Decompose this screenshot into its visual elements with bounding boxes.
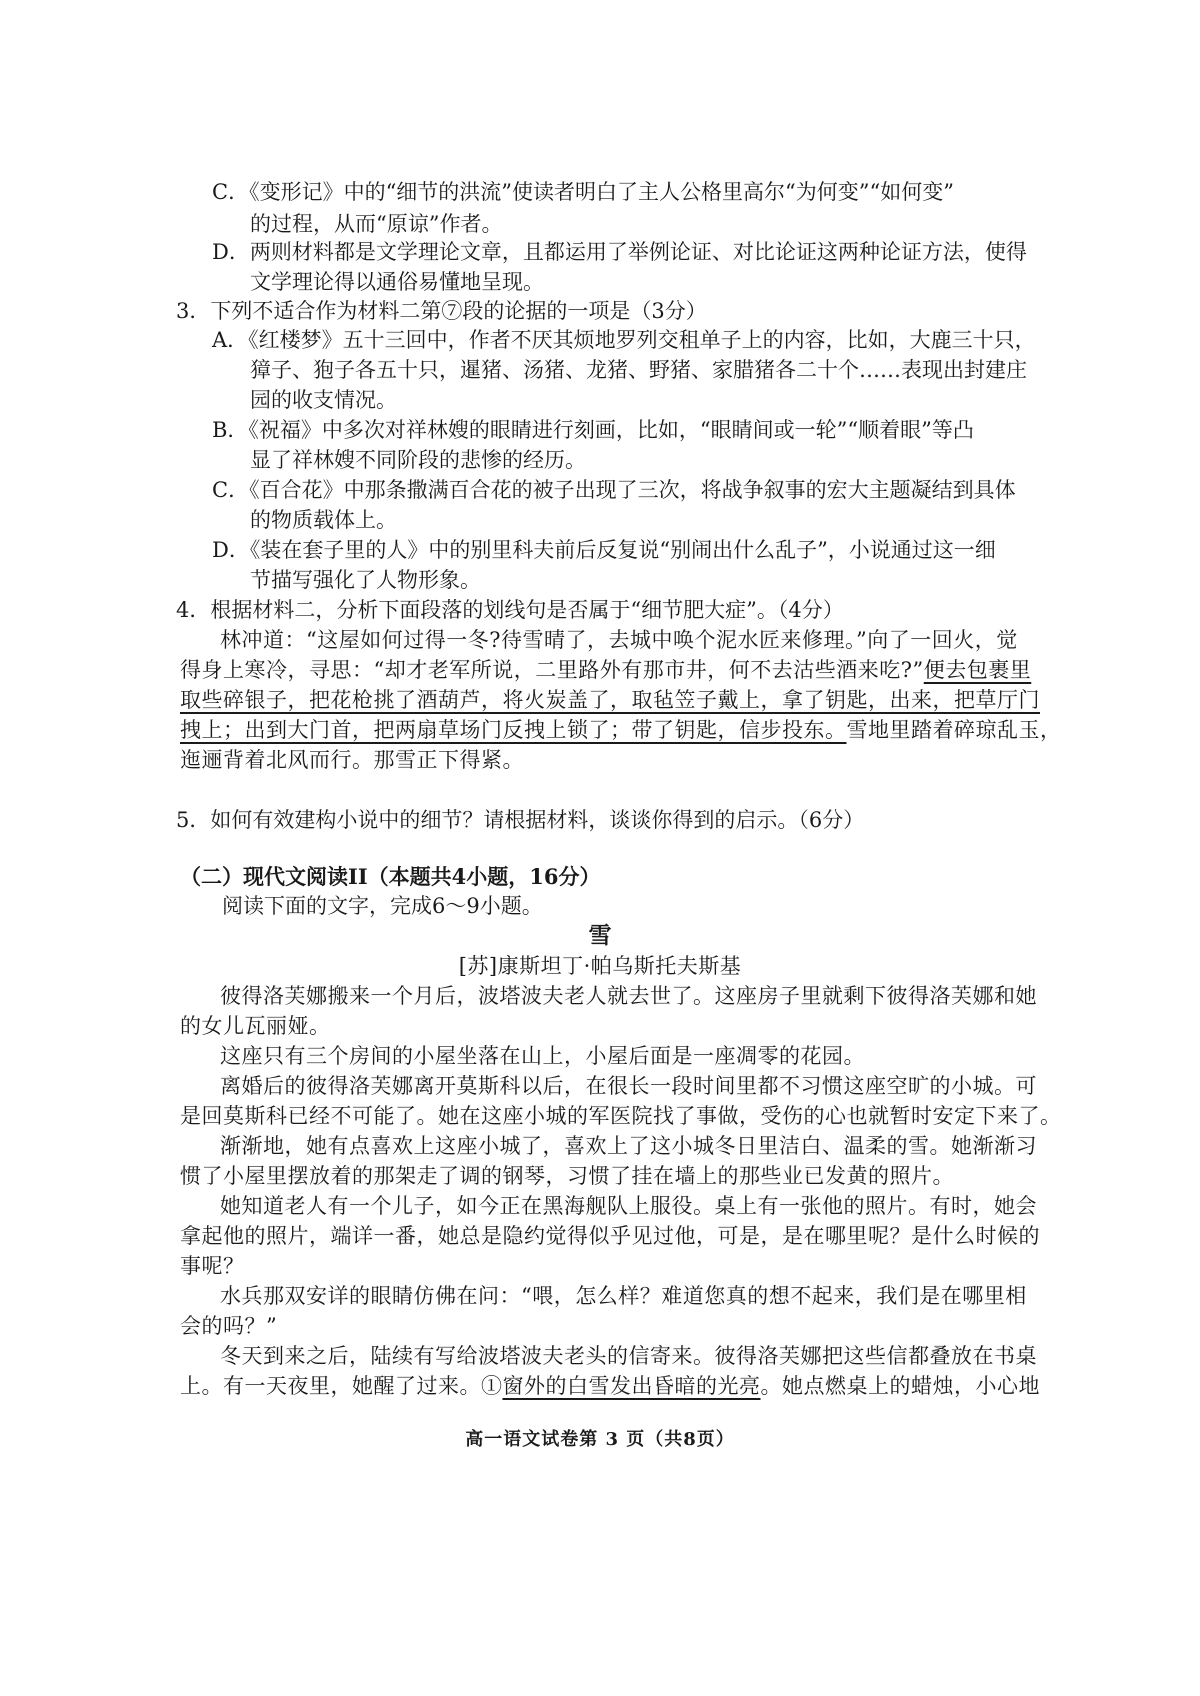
q4-passage-line4: [180, 714, 1062, 746]
story-p1-line2: 的女儿瓦丽娅。: [180, 1014, 331, 1038]
story-author: [苏]康斯坦丁·帕乌斯托夫斯基: [458, 954, 742, 978]
q3-option-b-line1: B．《祝福》中多次对祥林嫂的眼睛进行刻画，比如，“眼睛间或一轮”“顺着眼”等凸: [212, 418, 974, 442]
q4-passage-line2: [180, 654, 1031, 686]
story-p4-line1: 渐渐地，她有点喜欢上这座小城了，喜欢上了这小城冬日里洁白、温柔的雪。她渐渐习: [220, 1134, 1037, 1158]
story-p4-line2: 惯了小屋里摆放着的那架走了调的钢琴，习惯了挂在墙上的那些业已发黄的照片。: [180, 1164, 954, 1188]
story-p7-line2-end: 。她点燃桌上的蜡烛，小心地: [760, 1374, 1040, 1398]
q3-option-a-line2: 獐子、狍子各五十只，暹猪、汤猪、龙猪、野猪、家腊猪各二十个……表现出封建庄: [250, 358, 1027, 382]
q4-underlined-sentence-end: 拽上；出到大门首，把两扇草场门反拽上锁了；带了钥匙，信步投东。: [180, 718, 847, 742]
story-p3-line1: 离婚后的彼得洛芙娜离开莫斯科以后，在很长一段时间里都不习惯这座空旷的小城。可: [220, 1074, 1037, 1098]
q4-underlined-sentence-start: 便去包裹里: [923, 658, 1032, 682]
story-p5-line3: 事呢？: [180, 1254, 245, 1278]
q3-option-d-line1: D．《装在套子里的人》中的别里科夫前后反复说“别闹出什么乱子”，小说通过这一细: [212, 538, 996, 562]
story-p1-line1: 彼得洛芙娜搬来一个月后，波塔波夫老人就去世了。这座房子里就剩下彼得洛芙娜和她: [220, 984, 1037, 1008]
story-title: 雪: [588, 922, 612, 949]
section-title: （二）现代文阅读II（本题共4小题，16分）: [180, 864, 601, 889]
q3-option-d-line2: 节描写强化了人物形象。: [250, 568, 481, 592]
q3-option-c-line1: C．《百合花》中那条撒满百合花的被子出现了三次，将战争叙事的宏大主题凝结到具体: [212, 478, 1016, 502]
page-footer: 高一语文试卷第 3 页（共8页）: [465, 1429, 735, 1450]
section-instruction: 阅读下面的文字，完成6～9小题。: [222, 894, 543, 918]
q2-option-c-line1: C．《变形记》中的“细节的洪流”使读者明白了主人公格里高尔“为何变”“如何变”: [212, 180, 954, 204]
q3-option-a-line1: A．《红楼梦》五十三回中，作者不厌其烦地罗列交租单子上的内容，比如，大鹿三十只，: [212, 328, 1036, 352]
story-p2-line1: 这座只有三个房间的小屋坐落在山上，小屋后面是一座凋零的花园。: [220, 1044, 865, 1068]
q4-passage-line5: 迤逦背着北风而行。那雪正下得紧。: [180, 748, 524, 772]
story-p7-line2-start: 上。有一天夜里，她醒了过来。①: [180, 1374, 503, 1398]
q2-option-d-line2: 文学理论得以通俗易懂地呈现。: [250, 270, 544, 294]
story-p7-line1: 冬天到来之后，陆续有写给波塔波夫老头的信寄来。彼得洛芙娜把这些信都叠放在书桌: [220, 1344, 1037, 1368]
story-p7-line2: [180, 1370, 1040, 1402]
q4-passage-line4-plain: 雪地里踏着碎琼乱玉，: [846, 718, 1062, 742]
q5-stem: 5．如何有效建构小说中的细节？请根据材料，谈谈你得到的启示。（6分）: [176, 808, 865, 832]
story-underlined-sentence-1: 窗外的白雪发出昏暗的光亮: [502, 1374, 761, 1398]
q4-passage-line1: 林冲道：“这屋如何过得一冬?待雪晴了，去城中唤个泥水匠来修理。”向了一回火，觉: [220, 628, 1018, 652]
q2-option-d-line1: D．两则材料都是文学理论文章，且都运用了举例论证、对比论证这两种论证方法，使得: [212, 240, 1027, 264]
story-p5-line2: 拿起他的照片，端详一番，她总是隐约觉得似乎见过他，可是，是在哪里呢？是什么时候的: [180, 1224, 1040, 1248]
q4-passage-line2-plain: 得身上寒冷，寻思：“却才老军所说，二里路外有那市井，何不去沽些酒来吃?”: [180, 658, 924, 682]
story-p3-line2: 是回莫斯科已经不可能了。她在这座小城的军医院找了事做，受伤的心也就暂时安定下来了。: [180, 1104, 1062, 1128]
q3-option-b-line2: 显了祥林嫂不同阶段的悲惨的经历。: [250, 448, 586, 472]
q3-option-c-line2: 的物质载体上。: [250, 508, 397, 532]
q3-stem: 3．下列不适合作为材料二第⑦段的论据的一项是（3分）: [176, 299, 707, 323]
q2-option-c-line2: 的过程，从而“原谅”作者。: [250, 212, 503, 236]
story-p5-line1: 她知道老人有一个儿子，如今正在黑海舰队上服役。桌上有一张他的照片。有时，她会: [220, 1194, 1037, 1218]
q4-stem: 4．根据材料二，分析下面段落的划线句是否属于“细节肥大症”。（4分）: [176, 598, 844, 622]
q3-option-a-line3: 园的收支情况。: [250, 388, 397, 412]
story-p6-line1: 水兵那双安详的眼睛仿佛在问：“喂，怎么样？难道您真的想不起来，我们是在哪里相: [220, 1284, 1027, 1308]
story-p6-line2: 会的吗？”: [180, 1314, 278, 1338]
q4-underlined-sentence-middle: 取些碎银子，把花枪挑了酒葫芦，将火炭盖了，取毡笠子戴上，拿了钥匙，出来，把草厅门: [180, 688, 1040, 712]
